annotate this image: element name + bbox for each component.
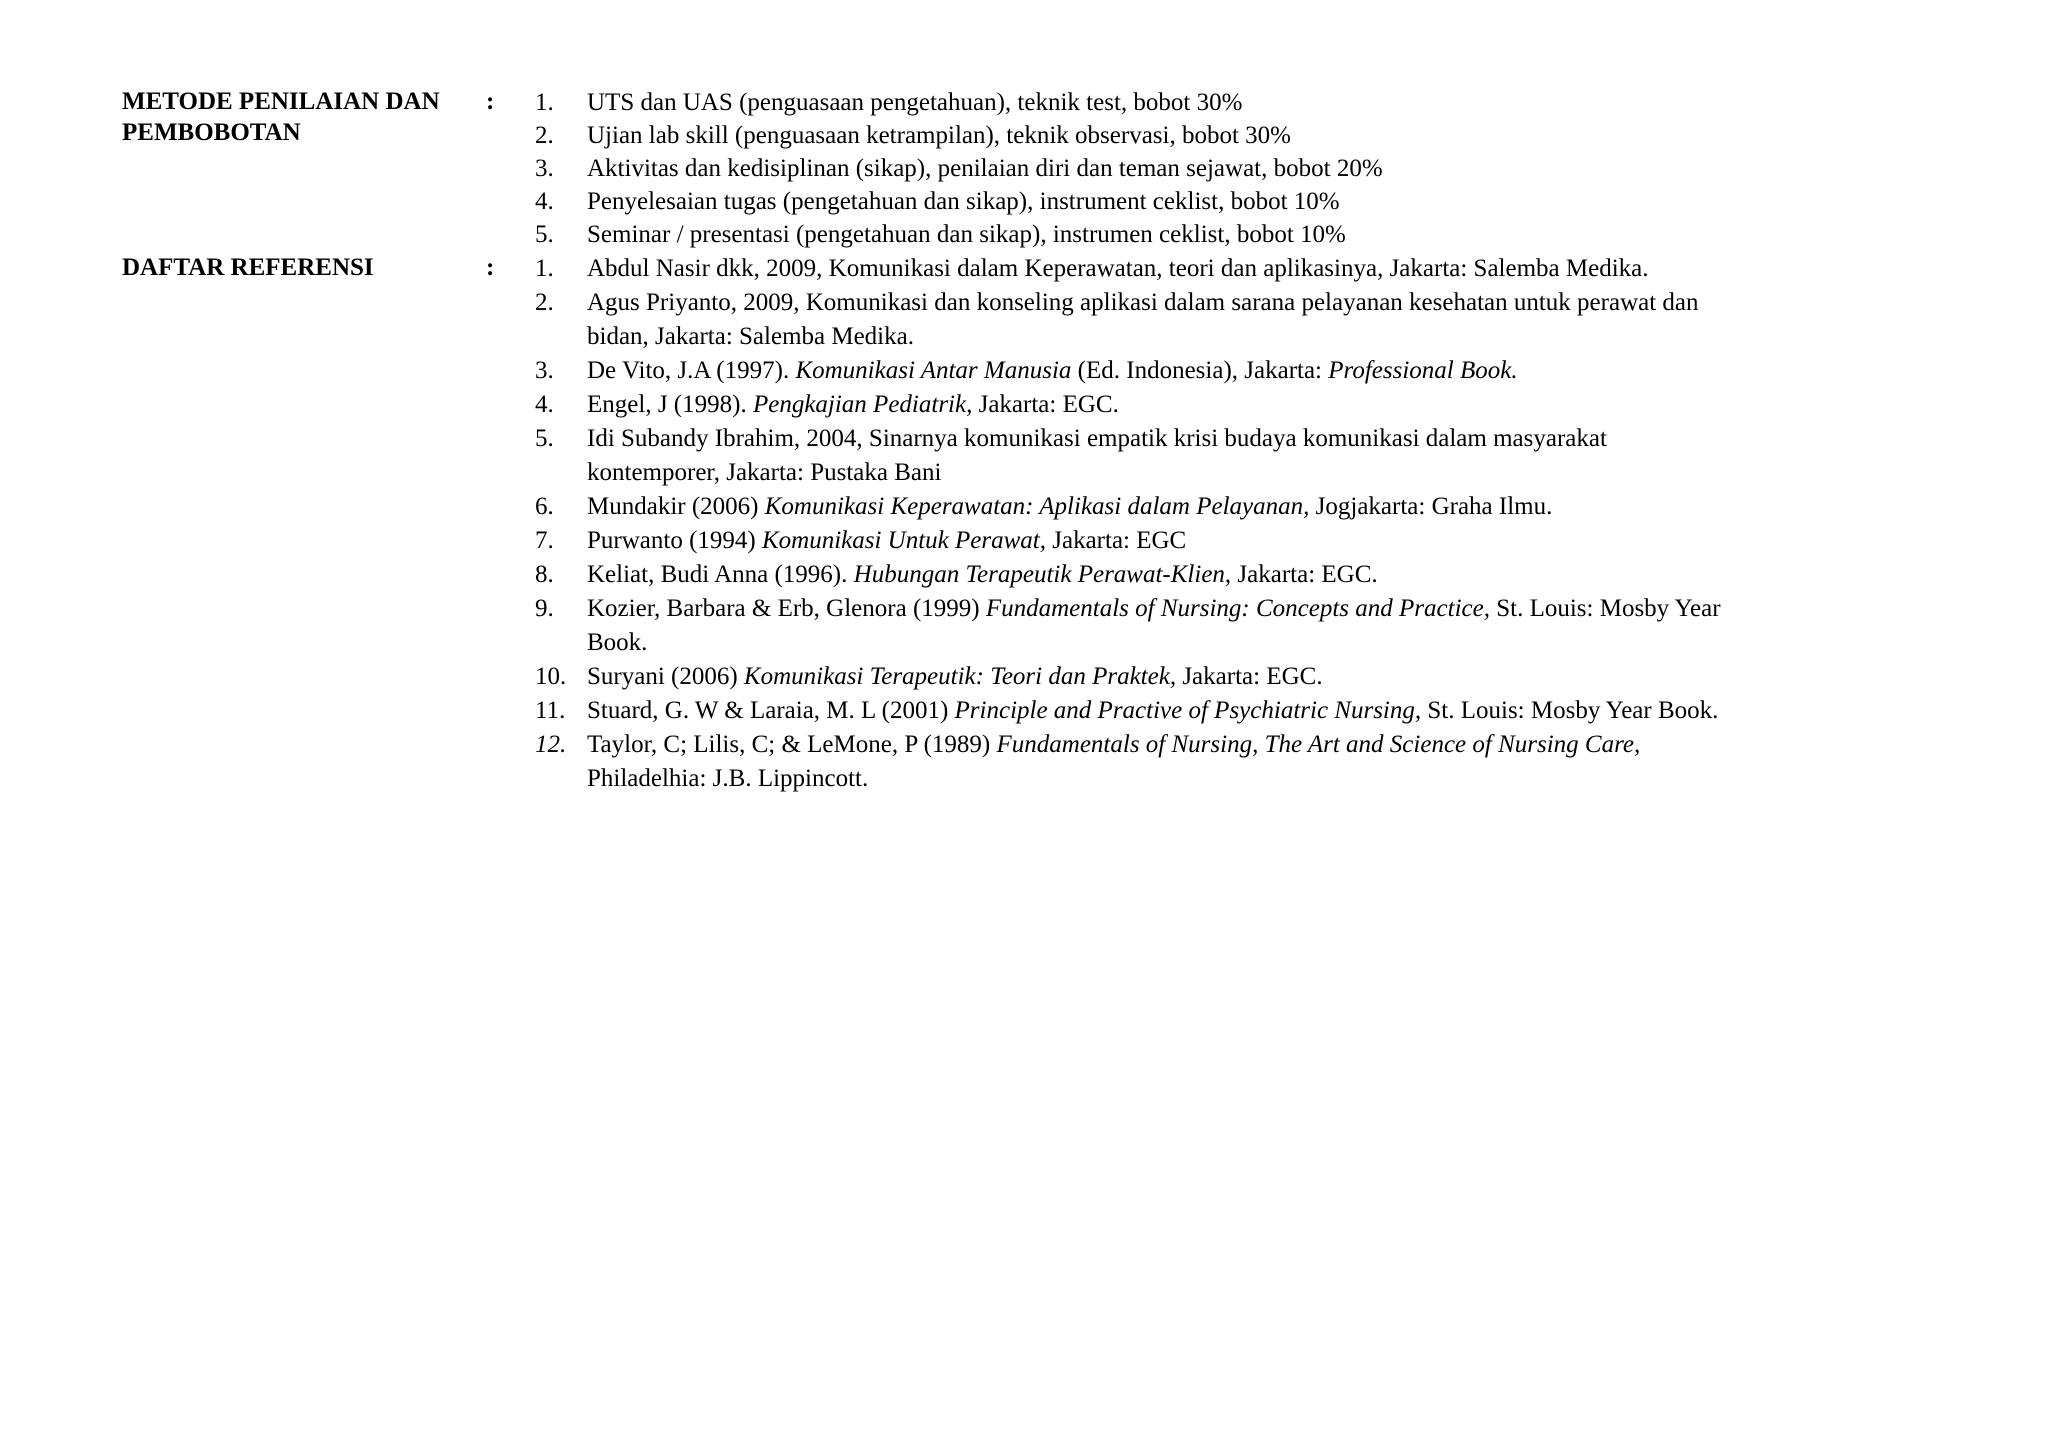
reference-number: 6. [535,493,554,520]
reference-item [535,660,1735,694]
reference-number: 4. [535,391,554,418]
reference-number: 2. [535,289,554,316]
assessment-item-text: UTS dan UAS (penguasaan pengetahuan), teknik test, bobot 30% [587,89,1243,116]
reference-number: 7. [535,527,554,554]
assessment-label-line2: PEMBOBOTAN [122,119,301,146]
assessment-item-text: Ujian lab skill (penguasaan ketrampilan), teknik observasi, bobot 30% [587,122,1291,149]
reference-text: Keliat, Budi Anna (1996). Hubungan Terapeutik Perawat-Klien, Jakarta: EGC. [587,561,1378,588]
reference-text: De Vito, J.A (1997). Komunikasi Antar Manusia (Ed. Indonesia), Jakarta: Professional Book. [587,357,1518,384]
reference-text: Agus Priyanto, 2009, Komunikasi dan konseling aplikasi dalam sarana pelayanan kesehatan untuk perawat dan bidan, Jakarta: Salemba Medika. [587,289,1699,350]
reference-text: Taylor, C; Lilis, C; & LeMone, P (1989) Fundamentals of Nursing, The Art and Science of Nursing Care, Philadelhia: J.B. Lippincott. [587,731,1641,792]
assessment-item-text: Seminar / presentasi (pengetahuan dan sikap), instrumen ceklist, bobot 10% [587,221,1346,248]
assessment-item [535,152,1735,185]
assessment-item-text: Aktivitas dan kedisiplinan (sikap), penilaian diri dan teman sejawat, bobot 20% [587,155,1383,182]
reference-number: 5. [535,425,554,452]
reference-number: 11. [535,697,566,724]
assessment-label-line1: METODE PENILAIAN DAN [122,88,440,115]
reference-number: 3. [535,357,554,384]
assessment-item-number: 3. [535,155,554,182]
references-list [535,252,1735,796]
reference-item [535,558,1735,592]
assessment-item [535,218,1735,251]
assessment-item-number: 1. [535,89,554,116]
reference-text: Purwanto (1994) Komunikasi Untuk Perawat, Jakarta: EGC [587,527,1187,554]
reference-item [535,694,1735,728]
assessment-item-number: 5. [535,221,554,248]
reference-text: Abdul Nasir dkk, 2009, Komunikasi dalam Keperawatan, teori dan aplikasinya, Jakarta: Salemba Medika. [587,255,1649,282]
reference-item [535,252,1735,286]
assessment-item [535,86,1735,119]
reference-item [535,286,1735,354]
reference-number: 12. [535,731,567,758]
assessment-item-text: Penyelesaian tugas (pengetahuan dan sikap), instrument ceklist, bobot 10% [587,188,1340,215]
references-colon: : [486,254,495,281]
reference-text: Mundakir (2006) Komunikasi Keperawatan: Aplikasi dalam Pelayanan, Jogjakarta: Graha Ilmu. [587,493,1553,520]
reference-text: Engel, J (1998). Pengkajian Pediatrik, Jakarta: EGC. [587,391,1119,418]
assessment-list [535,86,1735,251]
assessment-label [122,86,467,148]
assessment-item [535,185,1735,218]
reference-item [535,524,1735,558]
reference-item [535,490,1735,524]
reference-item [535,354,1735,388]
assessment-item-number: 2. [535,122,554,149]
assessment-item [535,119,1735,152]
reference-text: Idi Subandy Ibrahim, 2004, Sinarnya komunikasi empatik krisi budaya komunikasi dalam masyarakat kontemporer, Jakarta: Pustaka Bani [587,425,1607,486]
reference-number: 8. [535,561,554,588]
reference-item [535,388,1735,422]
assessment-colon: : [486,88,495,115]
reference-number: 1. [535,255,554,282]
reference-item [535,422,1735,490]
reference-text: Stuard, G. W & Laraia, M. L (2001) Principle and Practive of Psychiatric Nursing, St. Louis: Mosby Year Book. [587,697,1719,724]
reference-number: 9. [535,595,554,622]
assessment-item-number: 4. [535,188,554,215]
reference-text: Suryani (2006) Komunikasi Terapeutik: Teori dan Praktek, Jakarta: EGC. [587,663,1323,690]
reference-item [535,728,1735,796]
reference-text: Kozier, Barbara & Erb, Glenora (1999) Fundamentals of Nursing: Concepts and Practice, St. Louis: Mosby Year Book. [587,595,1721,656]
reference-item [535,592,1735,660]
references-label: DAFTAR REFERENSI [122,254,374,281]
reference-number: 10. [535,663,567,690]
